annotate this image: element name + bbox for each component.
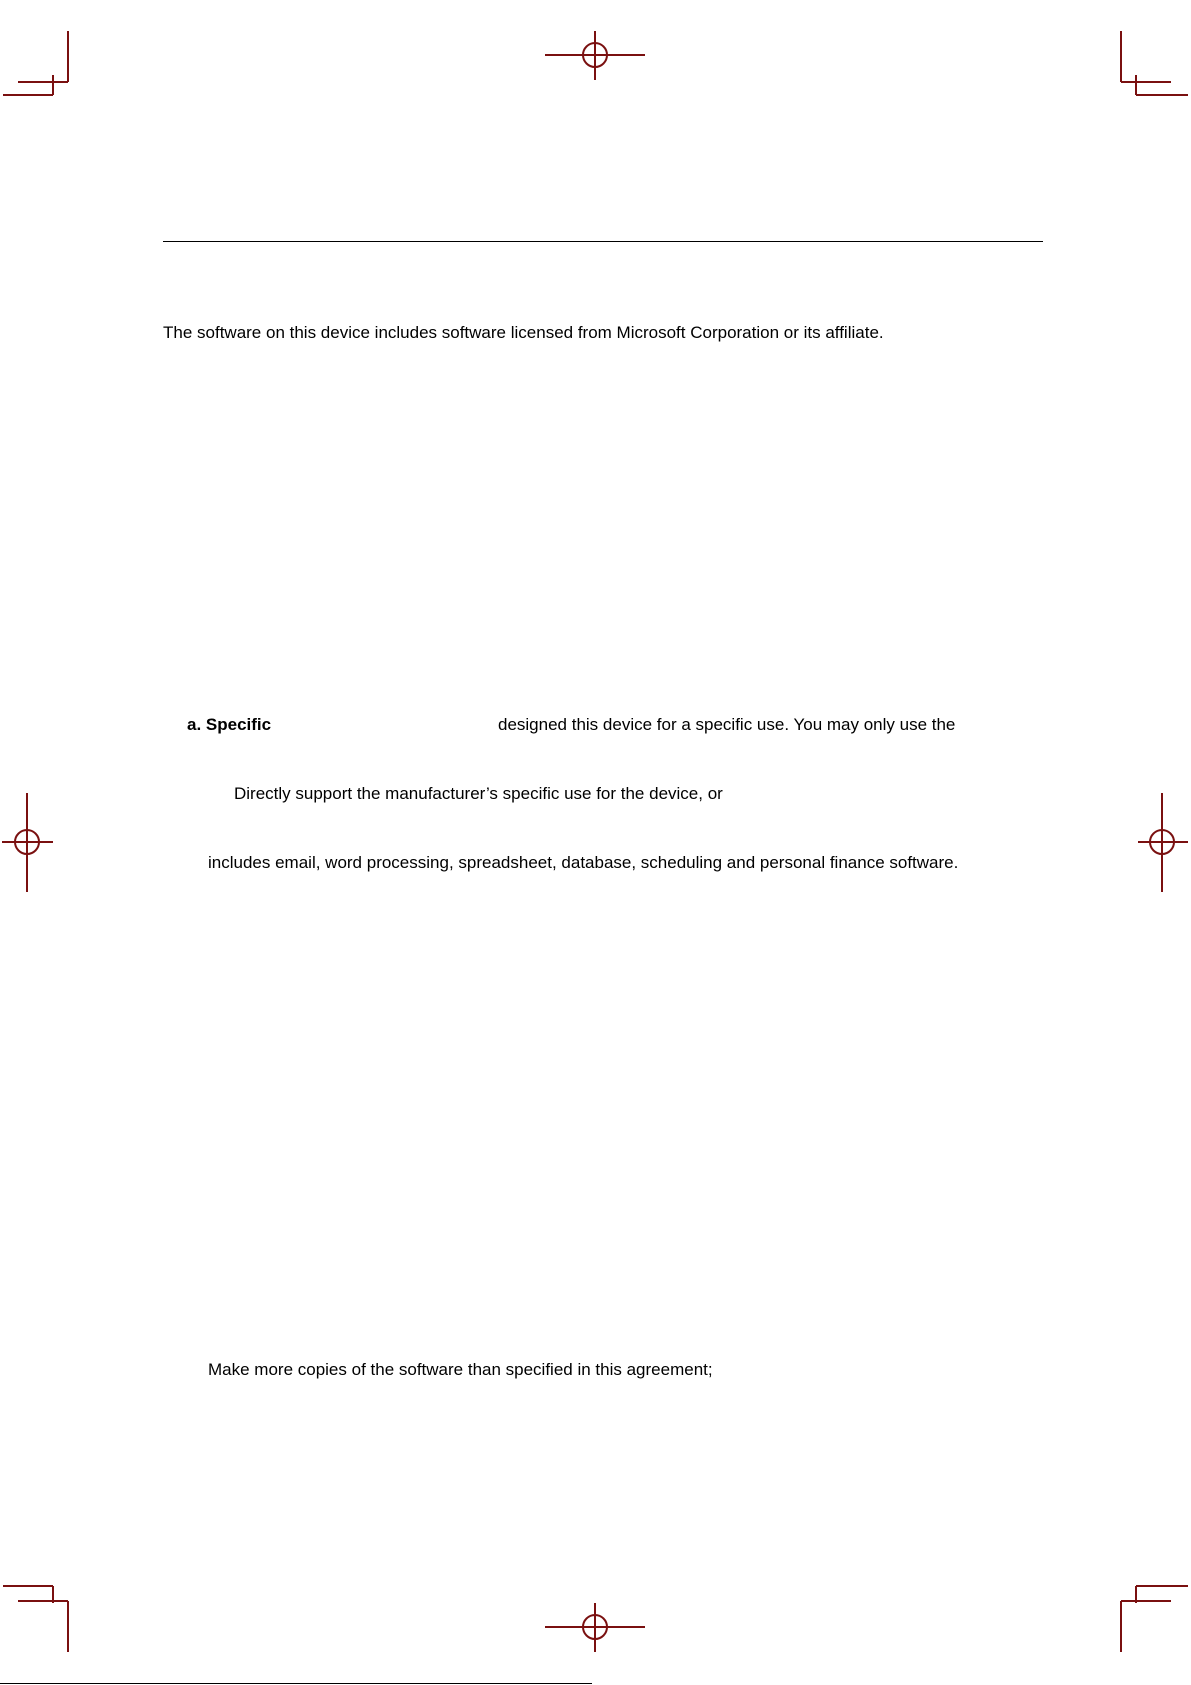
list-item-copies: Make more copies of the software than specified in this agreement;	[208, 1360, 713, 1379]
registration-mark-icon	[1138, 793, 1188, 892]
list-item-directly-support: Directly support the manufacturer’s specific use for the device, or	[234, 784, 723, 803]
section-a-text: designed this device for a specific use. You may only use the	[498, 715, 956, 734]
crop-mark-icon	[1121, 1586, 1188, 1652]
registration-mark-icon	[2, 793, 53, 892]
intro-paragraph: The software on this device includes software licensed from Microsoft Corporation or its affiliate.	[163, 323, 884, 342]
registration-mark-icon	[545, 1603, 645, 1652]
crop-mark-icon	[3, 1586, 68, 1652]
crop-mark-icon	[1121, 31, 1188, 95]
footer-rule	[0, 1683, 592, 1684]
crop-mark-icon	[3, 31, 68, 95]
header-rule	[163, 241, 1043, 242]
registration-mark-icon	[545, 31, 645, 80]
list-item-includes: includes email, word processing, spreadsheet, database, scheduling and personal finance software.	[208, 853, 959, 872]
section-a-label: a. Specific	[187, 715, 272, 734]
